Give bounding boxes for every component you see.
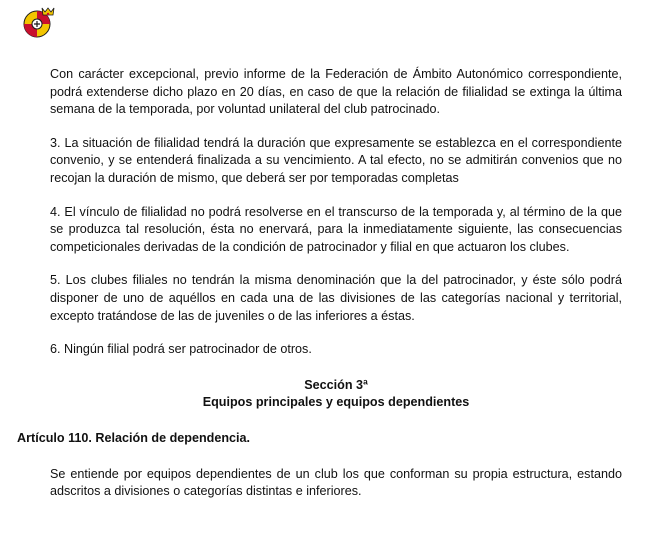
federation-crest-icon	[22, 6, 56, 40]
section-number: Sección 3ª	[304, 377, 368, 392]
section-title: Equipos principales y equipos dependientes	[202, 395, 470, 410]
paragraph-4-dissolution: 4. El vínculo de filialidad no podrá resolverse en el transcurso de la temporada y, al término de la que se produzca tal resolución, ésta no enervará, para la inmediatamente siguiente, las consecuencias competicionales derivadas de la condición de patrocinador y filial en que actuaron los clubes.	[50, 204, 622, 254]
paragraph-3-duration: 3. La situación de filialidad tendrá la duración que expresamente se establezca en el correspondiente convenio, y se entenderá finalizada a su vencimiento. A tal efecto, no se admitirán convenios que no recojan la duración de mismo, que deberá ser por temporadas completas	[50, 135, 622, 185]
paragraph-6-no-sponsor: 6. Ningún filial podrá ser patrocinador de otros.	[50, 342, 312, 357]
paragraph-exception: Con carácter excepcional, previo informe de la Federación de Ámbito Autonómico correspondiente, podrá extenderse dicho plazo en 20 días, en caso de que la relación de filialidad se extinga la última semana de la temporada, por voluntad unilateral del club patrocinado.	[50, 67, 622, 117]
article-heading: Artículo 110. Relación de dependencia.	[17, 430, 251, 445]
paragraph-5-denomination: 5. Los clubes filiales no tendrán la misma denominación que la del patrocinador, y éste sólo podrá disponer de uno de aquéllos en cada una de las divisiones de las categorías nacional y territorial, excepto tratándose de las de juveniles o de las inferiores a éstas.	[50, 273, 622, 323]
document-body	[17, 66, 622, 517]
article-paragraph: Se entiende por equipos dependientes de un club los que conforman su propia estructura, estando adscritos a divisiones o categorías distintas e inferiores.	[50, 466, 622, 499]
